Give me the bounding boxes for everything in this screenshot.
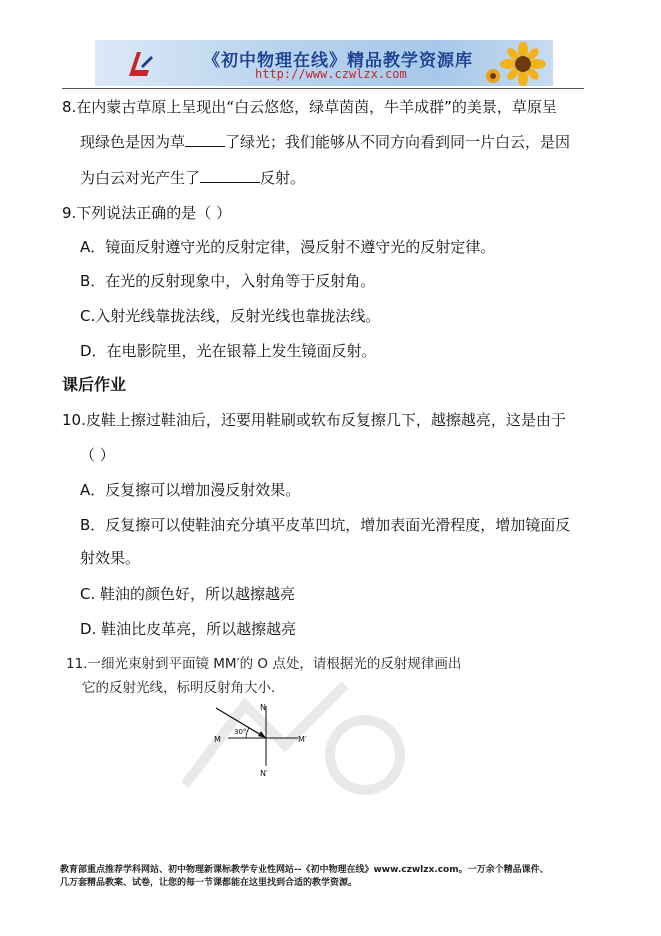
q8-line-3-a: 为白云对光产生了 [80, 169, 201, 187]
q9-option-b: B．在光的反射现象中，入射角等于反射角。 [80, 272, 376, 290]
q10-option-c: C. 鞋油的颜色好，所以越擦越亮 [80, 585, 296, 603]
q10-option-d: D. 鞋油比皮革亮，所以越擦越亮 [80, 620, 297, 638]
q10-stem: 10.皮鞋上擦过鞋油后，还要用鞋刷或软布反复擦几下，越擦越亮，这是由于 [62, 411, 566, 429]
section-title-homework: 课后作业 [62, 375, 127, 394]
sunflower-icon [483, 42, 547, 86]
label-m-prime: M′ [298, 735, 307, 744]
angle-arc [246, 728, 249, 738]
incident-ray-arrow-icon [258, 731, 266, 738]
banner-url: http://www.czwlzx.com [255, 67, 407, 81]
header-divider [62, 88, 584, 89]
label-m: M [214, 735, 221, 744]
q8-line-1: 8.在内蒙古草原上呈现出“白云悠悠，绿草茵茵，牛羊成群”的美景，草原呈 [62, 98, 557, 116]
q9-stem: 9.下列说法正确的是（ ） [62, 204, 232, 222]
reflection-diagram [210, 700, 320, 780]
site-logo-icon [125, 46, 155, 80]
q8-line-2-b: 了绿光；我们能够从不同方向看到同一片白云，是因 [225, 133, 571, 151]
q9-option-c: C.入射光线靠拢法线，反射光线也靠拢法线。 [80, 307, 381, 325]
angle-label: 30° [234, 728, 247, 736]
q10-option-b-1: B．反复擦可以使鞋油充分填平皮革凹坑，增加表面光滑程度，增加镜面反 [80, 516, 571, 534]
q11-line-2: 它的反射光线，标明反射角大小. [82, 680, 276, 696]
q10-option-a: A．反复擦可以增加漫反射效果。 [80, 481, 301, 499]
label-n: N [260, 703, 266, 712]
q8-line-3-b: 反射。 [260, 169, 306, 187]
q10-paren: （ ） [80, 446, 115, 464]
label-n-prime: N′ [260, 769, 268, 778]
footer-line-2: 几万套精品教案、试卷，让您的每一节课都能在这里找到合适的教学资源。 [60, 878, 358, 888]
q8-line-2-a: 现绿色是因为草 [80, 133, 186, 151]
q8-blank-2[interactable] [200, 168, 260, 183]
q11-line-1: 11.一细光束射到平面镜 MM′的 O 点处，请根据光的反射规律画出 [66, 656, 462, 672]
q9-option-d: D．在电影院里，光在银幕上发生镜面反射。 [80, 342, 377, 360]
header-banner [95, 40, 553, 86]
q8-line-2 [80, 132, 570, 152]
footer-line-1: 教育部重点推荐学科网站、初中物理新课标教学专业性网站--《初中物理在线》www.czwlzx.com。一万余个精品课件、 [60, 865, 549, 875]
banner-title: 《初中物理在线》精品教学资源库 [203, 51, 473, 71]
q8-line-3 [80, 168, 305, 188]
q9-option-a: A．镜面反射遵守光的反射定律，漫反射不遵守光的反射定律。 [80, 238, 496, 256]
q10-option-b-2: 射效果。 [80, 549, 141, 567]
q8-blank-1[interactable] [185, 132, 225, 147]
